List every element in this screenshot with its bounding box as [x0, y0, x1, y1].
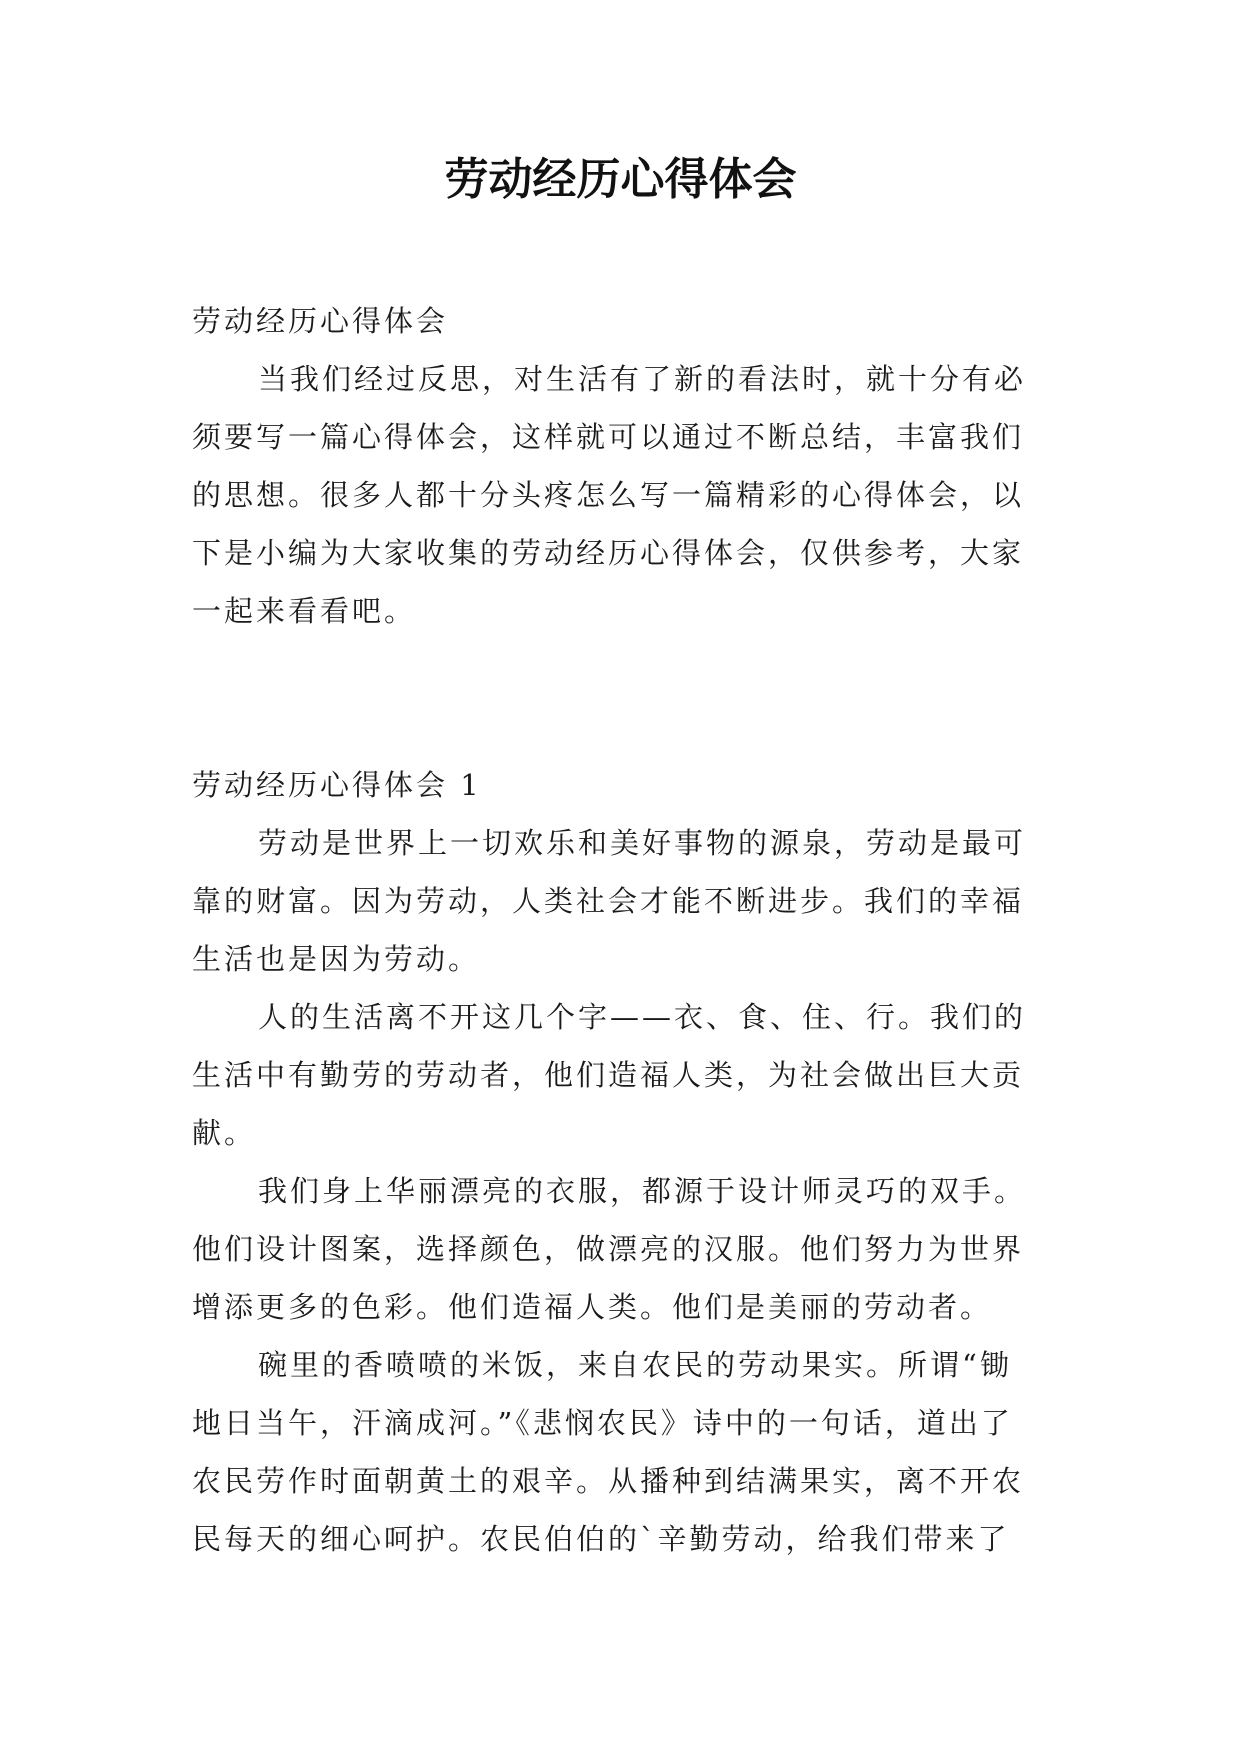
paragraph-line: 民每天的细心呵护。农民伯伯的`辛勤劳动，给我们带来了 — [192, 1522, 1010, 1556]
paragraph-2 — [192, 988, 1062, 1162]
intro-heading: 劳动经历心得体会 — [192, 304, 449, 338]
paragraph-3 — [192, 1162, 1062, 1336]
paragraph-line: 生活中有勤劳的劳动者，他们造福人类，为社会做出巨大贡 — [192, 1058, 1025, 1092]
paragraph-line: 的思想。很多人都十分头疼怎么写一篇精彩的心得体会，以 — [192, 478, 1025, 512]
paragraph-line: 他们设计图案，选择颜色，做漂亮的汉服。他们努力为世界 — [192, 1232, 1025, 1266]
paragraph-line: 下是小编为大家收集的劳动经历心得体会，仅供参考，大家 — [192, 536, 1025, 570]
paragraph-line: 献。 — [192, 1116, 257, 1150]
paragraph-line: 农民劳作时面朝黄土的艰辛。从播种到结满果实，离不开农 — [192, 1464, 1025, 1498]
paragraph-line: 增添更多的色彩。他们造福人类。他们是美丽的劳动者。 — [192, 1290, 993, 1324]
paragraph-line: 当我们经过反思，对生活有了新的看法时，就十分有必 — [258, 362, 1027, 396]
document-title: 劳动经历心得体会 — [444, 154, 797, 205]
section-heading: 劳动经历心得体会 1 — [192, 768, 482, 802]
paragraph-line: 碗里的香喷喷的米饭，来自农民的劳动果实。所谓“锄 — [258, 1348, 1012, 1382]
paragraph-1 — [192, 814, 1062, 988]
document-body — [192, 292, 1062, 1568]
paragraph-line: 一起来看看吧。 — [192, 594, 417, 628]
paragraph-line: 须要写一篇心得体会，这样就可以通过不断总结，丰富我们 — [192, 420, 1025, 454]
paragraph-line: 地日当午，汗滴成河。”《悲悯农民》诗中的一句话，道出了 — [192, 1406, 1013, 1440]
section-spacer — [192, 640, 1062, 756]
paragraph-4 — [192, 1336, 1062, 1568]
paragraph-line: 生活也是因为劳动。 — [192, 942, 481, 976]
paragraph-line: 劳动是世界上一切欢乐和美好事物的源泉，劳动是最可 — [258, 826, 1027, 860]
paragraph-line: 我们身上华丽漂亮的衣服，都源于设计师灵巧的双手。 — [258, 1174, 1027, 1208]
intro-paragraph — [192, 350, 1062, 640]
paragraph-line: 人的生活离不开这几个字——衣、食、住、行。我们的 — [258, 1000, 1027, 1034]
paragraph-line: 靠的财富。因为劳动，人类社会才能不断进步。我们的幸福 — [192, 884, 1025, 918]
